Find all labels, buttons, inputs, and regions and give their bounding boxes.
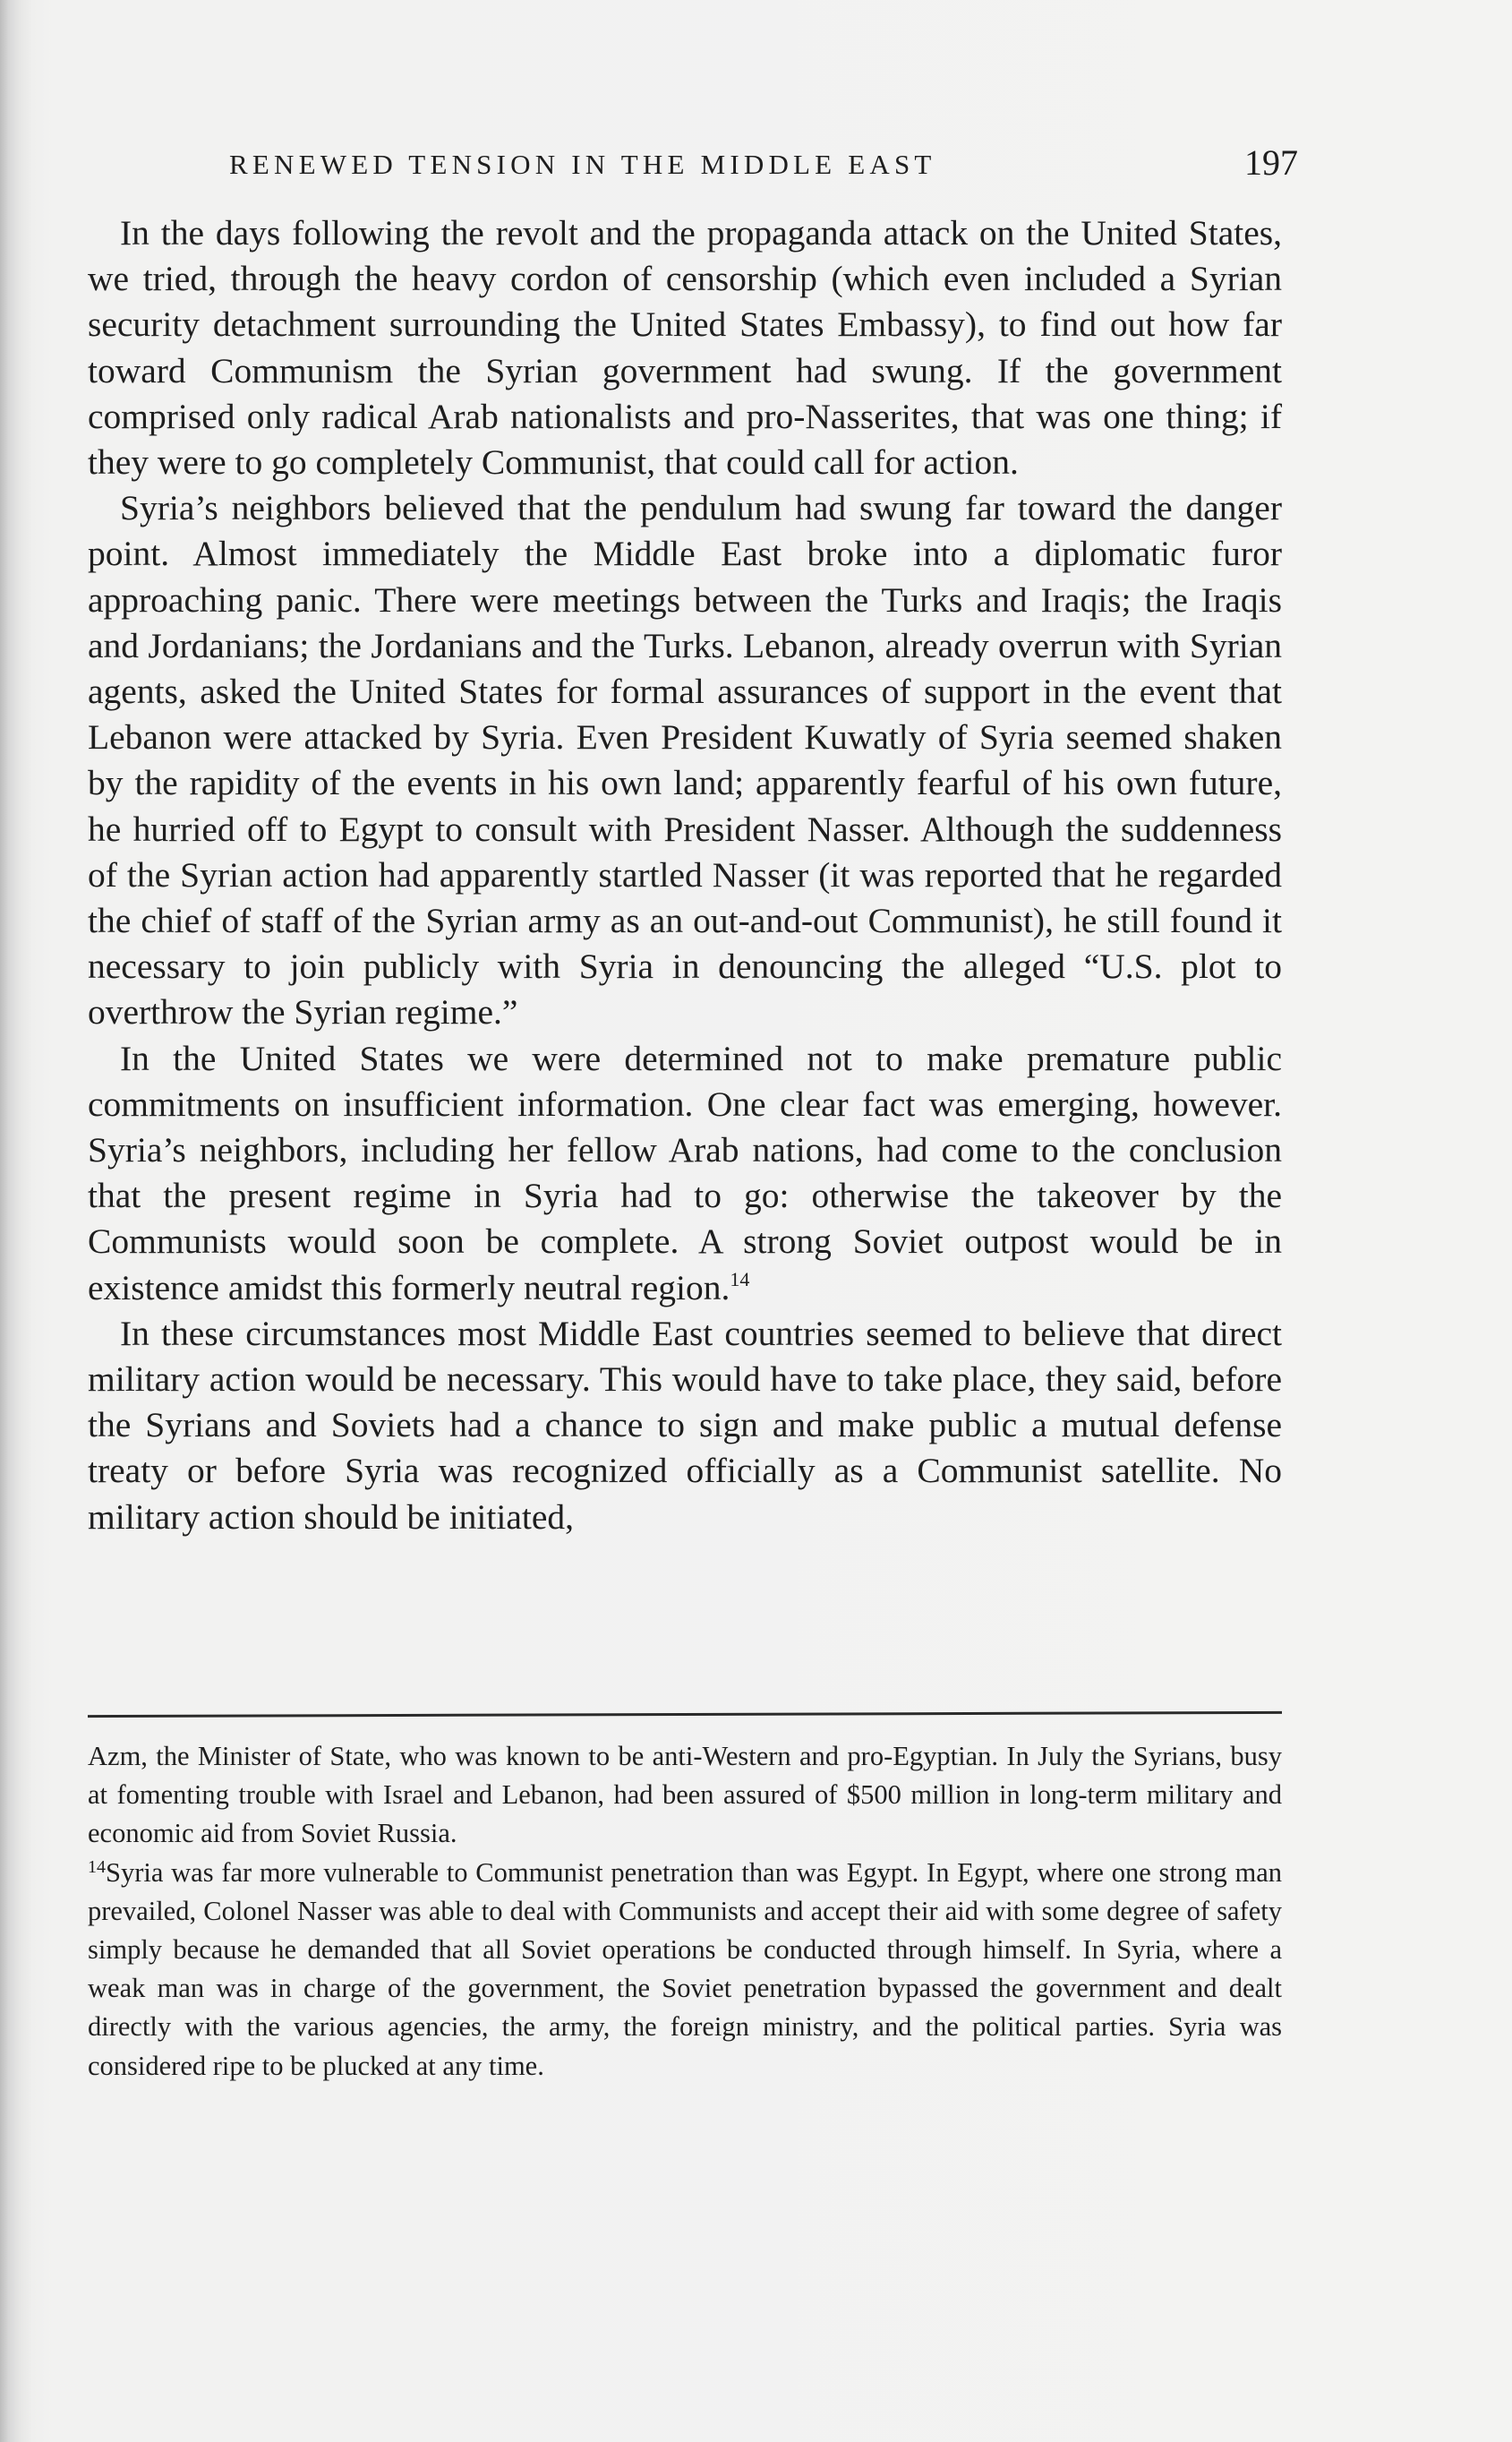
footnote-divider bbox=[88, 1711, 1282, 1718]
paragraph: In the days following the revolt and the propaganda attack on the United States, we tried, through the heavy cordon of censorship (which even included a Syrian security detachment surrounding the United States Embassy), to find out how far toward Communism the Syrian government had swung. If the government comprised only radical Arab nationalists and pro-Nasserites, that was one thing; if they were to go completely Communist, that could call for action. bbox=[88, 213, 1282, 483]
paragraph-text: In the United States we were determined not to make premature public commitments on insufficient information. One clear fact was emerging, however. Syria’s neighbors, including her fellow Arab nations, had come to the conclusion that the present regime in Syria had to go: otherwise the takeover by the Communists would soon be complete. A strong Soviet outpost would be in existence amidst this formerly neutral region. bbox=[88, 1038, 1282, 1307]
paragraph bbox=[88, 1036, 1282, 1311]
footnote-continued: Azm, the Minister of State, who was known to be anti-Western and pro-Egyptian. In July the Syrians, busy at fomenting trouble with Israel and Lebanon, had been assured of $500 million in long-term military and economic aid from Soviet Russia. bbox=[88, 1741, 1282, 1849]
footnotes bbox=[88, 1737, 1282, 2086]
running-head: RENEWED TENSION IN THE MIDDLE EAST bbox=[229, 149, 936, 180]
footnote-14 bbox=[88, 1854, 1282, 2086]
footnote-reference: 14 bbox=[730, 1267, 750, 1290]
page-number: 197 bbox=[1244, 142, 1298, 183]
footnote-marker: 14 bbox=[88, 1856, 106, 1877]
body-text bbox=[88, 210, 1282, 1540]
footnote-text: Syria was far more vulnerable to Communist penetration than was Egypt. In Egypt, where one strong man prevailed, Colonel Nasser was able to deal with Communists and accept their aid with some degree of safety simply because he demanded that all Soviet operations be conducted through himself. In Syria, where a weak man was in charge of the government, the Soviet penetration bypassed the government and dealt directly with the various agencies, the army, the foreign ministry, and the political parties. Syria was considered ripe to be plucked at any time. bbox=[88, 1856, 1282, 2081]
paragraph: In these circumstances most Middle East countries seemed to believe that direct military action would be necessary. This would have to take place, they said, before the Syrians and Soviets had a chance to sign and make public a mutual defense treaty or before Syria was recognized officially as a Communist satellite. No military action should be initiated, bbox=[88, 1313, 1282, 1537]
paragraph: Syria’s neighbors believed that the pendulum had swung far toward the danger point. Almost immediately the Middle East broke into a diplomatic furor approaching panic. There were meetings between the Turks and Iraqis; the Iraqis and Jordanians; the Jordanians and the Turks. Lebanon, already overrun with Syrian agents, asked the United States for formal assurances of support in the event that Lebanon were attacked by Syria. Even President Kuwatly of Syria seemed shaken by the rapidity of the events in his own land; apparently fearful of his own future, he hurried off to Egypt to consult with President Nasser. Although the suddenness of the Syrian action had apparently startled Nasser (it was reported that he regarded the chief of staff of the Syrian army as an out-and-out Communist), he still found it necessary to join publicly with Syria in denouncing the alleged “U.S. plot to overthrow the Syrian regime.” bbox=[88, 488, 1282, 1032]
